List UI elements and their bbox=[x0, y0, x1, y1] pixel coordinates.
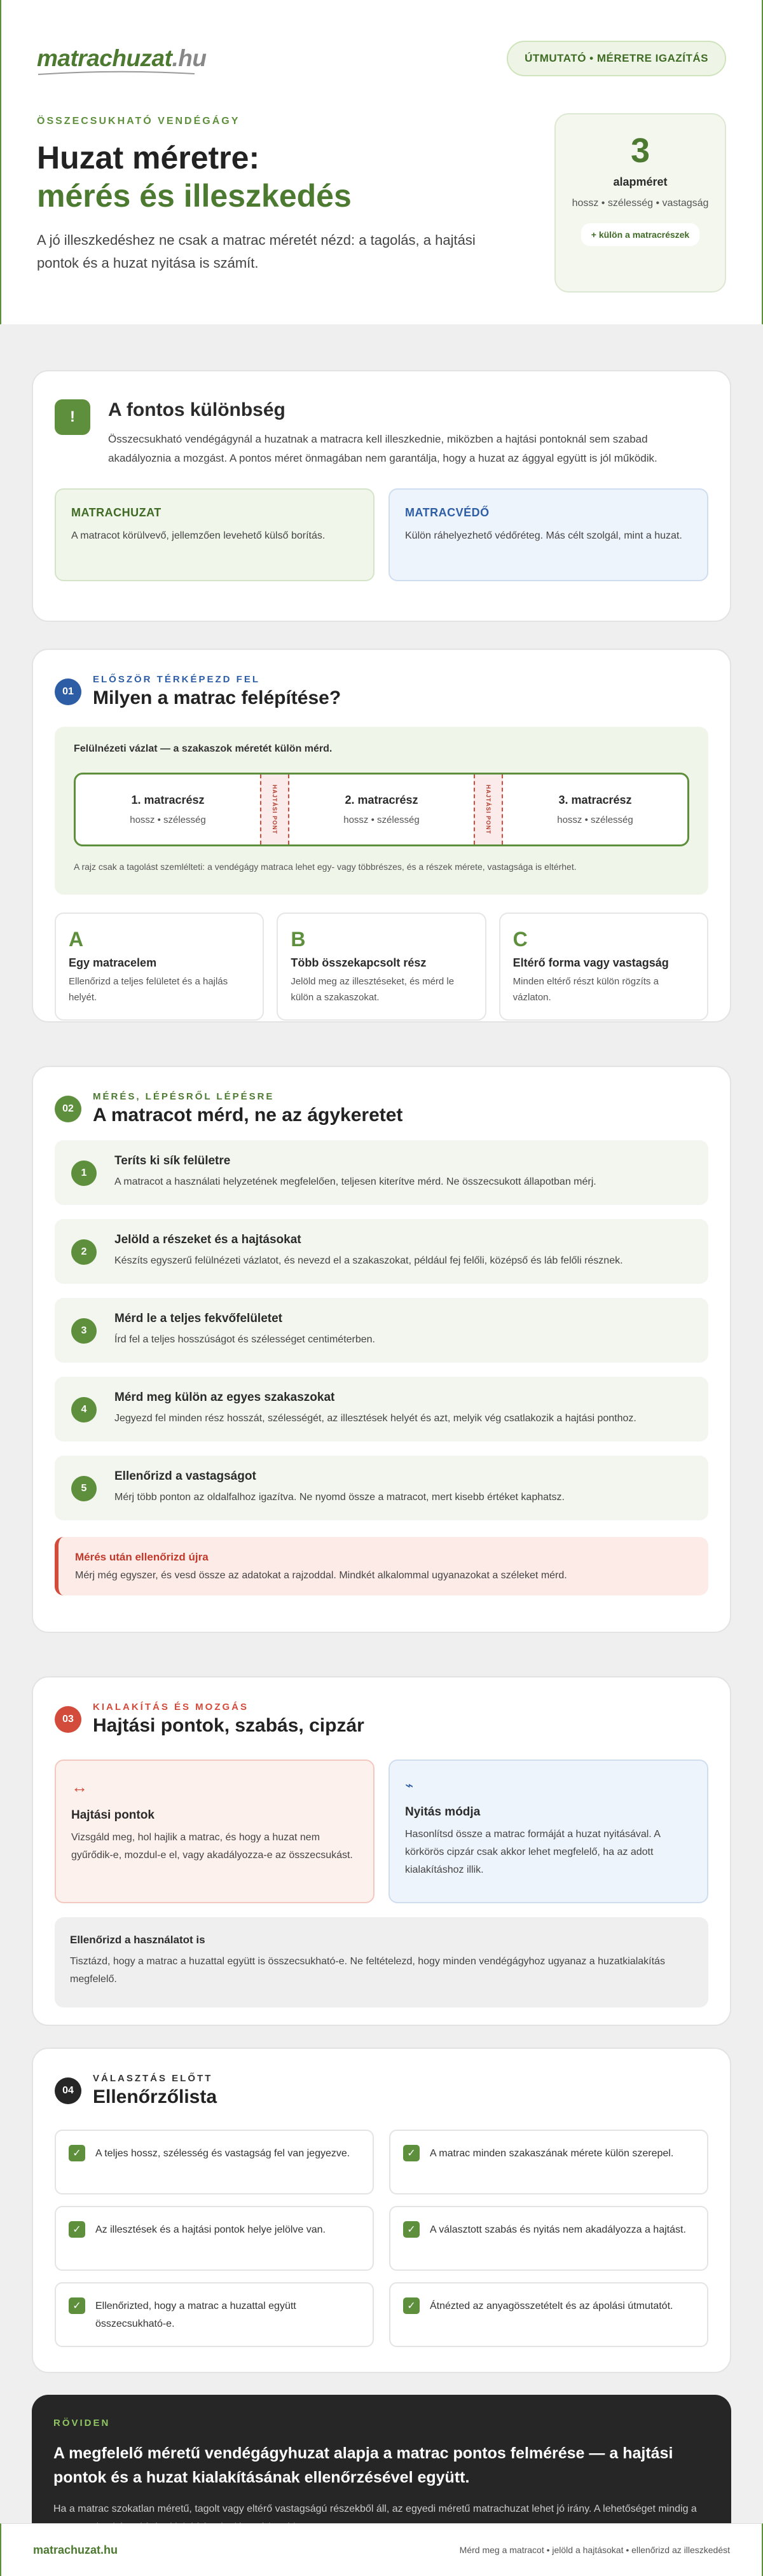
opening-title: Nyitás módja bbox=[405, 1805, 481, 1819]
definition-boxes bbox=[55, 488, 708, 581]
step-number: 5 bbox=[71, 1476, 97, 1501]
checklist-text: A teljes hossz, szélesség és vastagság fel van jegyezve. bbox=[95, 2148, 350, 2159]
step-number: 1 bbox=[71, 1161, 97, 1186]
step-number: 4 bbox=[71, 1397, 97, 1422]
card-text: Ellenőrizd a teljes felületet és a hajlás helyét. bbox=[69, 976, 228, 1003]
cover-text: A matracot körülvevő, jellemzően levehető külső borítás. bbox=[71, 530, 326, 541]
measure-section bbox=[32, 1066, 731, 1633]
structure-card bbox=[55, 913, 264, 1021]
card-text: Jelöld meg az illesztéseket, és mérd le külön a szakaszokat. bbox=[291, 976, 455, 1003]
hero-section bbox=[0, 0, 763, 324]
measure-header bbox=[55, 1091, 708, 1126]
mattress-outline bbox=[74, 773, 689, 846]
hero-lead: A jó illeszkedéshez ne csak a matrac méretét nézd: a tagolás, a hajtási pontok és a huzat nyitása is számít. bbox=[37, 232, 476, 271]
stat-tag: + külön a matracrészek bbox=[581, 223, 699, 246]
checklist-item[interactable] bbox=[55, 2130, 374, 2194]
diagram-title: Felülnézeti vázlat — a szakaszok méretét külön mérd. bbox=[74, 743, 333, 754]
recheck-alert bbox=[55, 1537, 708, 1595]
exclamation-icon: ! bbox=[55, 399, 90, 435]
checklist-section bbox=[32, 2048, 731, 2373]
measure-step bbox=[55, 1298, 708, 1363]
logo-tld: .hu bbox=[172, 45, 207, 71]
site-logo[interactable] bbox=[37, 45, 206, 72]
segment-label: 2. matracrész bbox=[345, 794, 418, 806]
usage-text: Tisztázd, hogy a matrac a huzattal együtt is összecsukható-e. Ne feltételezd, hogy minden vendégágyhoz ugyanaz a huzatkialakítás megfelelő. bbox=[70, 1956, 665, 1985]
footer bbox=[0, 2523, 763, 2576]
measure-step bbox=[55, 1219, 708, 1284]
measure-title: A matracot mérd, ne az ágykeretet bbox=[93, 1105, 403, 1126]
summary-text: Ha a matrac szokatlan méretű, tagolt vagy eltérő vastagságú részekből áll, az egyedi méretű matrachuzat lehet jó irány. A lehetőséget mindig a bbox=[53, 2504, 697, 2514]
step-number-badge: 01 bbox=[55, 678, 81, 705]
structure-title: Milyen a matrac felépítése? bbox=[93, 687, 341, 708]
stat-label: alapméret bbox=[613, 176, 668, 188]
mattress-segment bbox=[76, 775, 260, 844]
step-text: Készíts egyszerű felülnézeti vázlatot, és nevezd el a szakaszokat, például fej felőli, középső és láb felőli résznek. bbox=[114, 1255, 623, 1266]
importance-section bbox=[32, 370, 731, 622]
hinge-marker bbox=[260, 775, 289, 844]
checklist-text: Az illesztések és a hajtási pontok helye jelölve van. bbox=[95, 2224, 326, 2235]
step-title: Mérd le a teljes fekvőfelületet bbox=[114, 1312, 282, 1325]
checklist-text: A matrac minden szakaszának mérete külön szerepel. bbox=[430, 2148, 674, 2159]
checklist-text: Átnézted az anyagösszetételt és az ápolási útmutatót. bbox=[430, 2301, 673, 2311]
step-title: Teríts ki sík felületre bbox=[114, 1154, 231, 1167]
footer-logo-link[interactable]: matrachuzat.hu bbox=[33, 2543, 118, 2556]
fold-section bbox=[32, 1676, 731, 2026]
card-title: Eltérő forma vagy vastagság bbox=[512, 956, 669, 969]
step-text: Mérj több ponton az oldalfalhoz igazítva. Ne nyomd össze a matracot, mert kisebb értéket kaphatsz. bbox=[114, 1492, 565, 1503]
importance-head bbox=[55, 399, 708, 468]
segment-label: 1. matracrész bbox=[131, 794, 205, 806]
checklist-title: Ellenőrzőlista bbox=[93, 2086, 217, 2107]
measure-step bbox=[55, 1377, 708, 1442]
structure-card bbox=[499, 913, 708, 1021]
checklist-item[interactable] bbox=[389, 2282, 708, 2347]
diagram-note: A rajz csak a tagolást szemlélteti: a vendégágy matraca lehet egy- vagy többrészes, és a részek mérete, vastagsága is eltérhet. bbox=[74, 862, 577, 872]
hinge-points-title: Hajtási pontok bbox=[71, 1808, 155, 1822]
checklist-text: A választott szabás és nyitás nem akadályozza a hajtást. bbox=[430, 2224, 686, 2235]
step-text: Jegyezd fel minden rész hosszát, szélességét, az illesztések helyét és azt, melyik vég csatlakozik a hajtási ponthoz. bbox=[114, 1413, 636, 1424]
checklist-kicker: VÁLASZTÁS ELŐTT bbox=[93, 2073, 213, 2084]
step-number: 3 bbox=[71, 1318, 97, 1344]
checklist-grid bbox=[55, 2130, 708, 2347]
measure-kicker: MÉRÉS, LÉPÉSRŐL LÉPÉSRE bbox=[93, 1091, 275, 1102]
opening-text: Hasonlítsd össze a matrac formáját a huzat nyitásával. A körkörös cipzár csak akkor lehet megfelelő, ha az adott kialakításhoz illik. bbox=[405, 1829, 661, 1875]
hinge-label: HAJTÁSI PONT bbox=[272, 784, 278, 834]
card-text: Minden eltérő részt külön rögzíts a vázlaton. bbox=[512, 976, 659, 1003]
checklist-item[interactable] bbox=[55, 2206, 374, 2271]
structure-kicker: ELŐSZÖR TÉRKÉPEZD FEL bbox=[93, 674, 261, 685]
checkmark-icon: ✓ bbox=[403, 2145, 420, 2161]
hinge-label: HAJTÁSI PONT bbox=[485, 784, 491, 834]
footer-tagline: Mérd meg a matracot • jelöld a hajtásokat • ellenőrizd az illeszkedést bbox=[459, 2545, 730, 2555]
stat-card bbox=[554, 113, 726, 293]
checklist-header bbox=[55, 2073, 708, 2108]
hero-title-line2: mérés és illeszkedés bbox=[37, 178, 352, 214]
measure-step bbox=[55, 1456, 708, 1520]
step-text: Írd fel a teljes hosszúságot és szélességet centiméterben. bbox=[114, 1334, 375, 1345]
hinge-points-box bbox=[55, 1760, 375, 1903]
opening-box bbox=[388, 1760, 708, 1903]
fold-kicker: KIALAKÍTÁS ÉS MOZGÁS bbox=[93, 1702, 249, 1712]
segment-dims: hossz • szélesség bbox=[130, 815, 206, 825]
card-title: Egy matracelem bbox=[69, 956, 157, 969]
cover-title: MATRACHUZAT bbox=[71, 506, 162, 519]
structure-section bbox=[32, 649, 731, 1023]
importance-desc: Összecsukható vendégágynál a huzatnak a matracra kell illeszkednie, miközben a hajtási pontoknál sem szabad akadályoznia a mozgást. A pontos méret önmagában nem garantálja, hogy a huzat az ággyal együtt is jól működik. bbox=[108, 433, 657, 464]
fold-header bbox=[55, 1702, 708, 1737]
logo-swoosh-icon bbox=[37, 71, 196, 76]
summary-kicker: RÖVIDEN bbox=[53, 2418, 111, 2428]
checklist-item[interactable] bbox=[389, 2130, 708, 2194]
summary-title: A megfelelő méretű vendégágyhuzat alapja a matrac pontos felmérése — a hajtási pontok és a huzat kialakításának ellenőrzésével együtt. bbox=[53, 2444, 673, 2486]
measure-step bbox=[55, 1140, 708, 1205]
step-number: 2 bbox=[71, 1239, 97, 1265]
structure-cards bbox=[55, 913, 708, 1021]
structure-card bbox=[277, 913, 486, 1021]
usage-title: Ellenőrizd a használatot is bbox=[70, 1934, 205, 1946]
guide-badge[interactable]: ÚTMUTATÓ • MÉRETRE IGAZÍTÁS bbox=[507, 41, 726, 76]
step-title: Ellenőrizd a vastagságot bbox=[114, 1470, 256, 1483]
card-letter: A bbox=[69, 928, 84, 951]
checkmark-icon: ✓ bbox=[403, 2221, 420, 2238]
step-title: Jelöld a részeket és a hajtásokat bbox=[114, 1233, 301, 1246]
step-title: Mérd meg külön az egyes szakaszokat bbox=[114, 1391, 335, 1404]
checklist-item[interactable] bbox=[55, 2282, 374, 2347]
segment-dims: hossz • szélesség bbox=[343, 815, 420, 825]
stat-number: 3 bbox=[630, 132, 650, 170]
zipper-icon: ⌁ bbox=[405, 1777, 414, 1793]
step-number-badge: 02 bbox=[55, 1096, 81, 1122]
hero-eyebrow: ÖSSZECSUKHATÓ VENDÉGÁGY bbox=[37, 116, 240, 127]
cover-definition bbox=[55, 488, 375, 581]
step-number-badge: 03 bbox=[55, 1706, 81, 1733]
checklist-item[interactable] bbox=[389, 2206, 708, 2271]
mattress-segment bbox=[503, 775, 687, 844]
checkmark-icon: ✓ bbox=[403, 2297, 420, 2314]
double-arrow-icon: ↔ bbox=[71, 1777, 88, 1796]
protector-definition bbox=[388, 488, 708, 581]
mattress-diagram bbox=[55, 727, 708, 895]
fold-boxes bbox=[55, 1760, 708, 1903]
step-text: A matracot a használati helyzetének megfelelően, teljesen kiterítve mérd. Ne összecsukott állapotban mérj. bbox=[114, 1176, 596, 1187]
segment-label: 3. matracrész bbox=[558, 794, 632, 806]
protector-text: Külön ráhelyezhető védőréteg. Más célt szolgál, mint a huzat. bbox=[405, 530, 682, 541]
fold-title: Hajtási pontok, szabás, cipzár bbox=[93, 1715, 364, 1736]
card-letter: B bbox=[291, 928, 306, 951]
alert-text: Mérj még egyszer, és vesd össze az adatokat a rajzoddal. Mindkét alkalommal ugyanazokat a széleket mérd. bbox=[75, 1570, 567, 1581]
hinge-marker bbox=[474, 775, 503, 844]
card-title: Több összekapcsolt rész bbox=[291, 956, 427, 969]
hinge-points-text: Vizsgáld meg, hol hajlik a matrac, és hogy a huzat nem gyűrődik-e, mozdul-e el, vagy akadályozza-e az összecsukást. bbox=[71, 1832, 353, 1861]
importance-title: A fontos különbség bbox=[108, 399, 285, 420]
checkmark-icon: ✓ bbox=[69, 2297, 85, 2314]
step-number-badge: 04 bbox=[55, 2077, 81, 2104]
structure-header bbox=[55, 674, 708, 709]
top-bar bbox=[37, 0, 726, 76]
hero-title-line1: Huzat méretre: bbox=[37, 140, 260, 176]
checkmark-icon: ✓ bbox=[69, 2221, 85, 2238]
alert-title: Mérés után ellenőrizd újra bbox=[75, 1551, 209, 1563]
checklist-text: Ellenőrizted, hogy a matrac a huzattal együtt összecsukható-e. bbox=[95, 2301, 296, 2329]
segment-dims: hossz • szélesség bbox=[557, 815, 633, 825]
checkmark-icon: ✓ bbox=[69, 2145, 85, 2161]
mattress-segment bbox=[289, 775, 474, 844]
protector-title: MATRACVÉDŐ bbox=[405, 506, 490, 519]
logo-main: matrachuzat bbox=[37, 45, 172, 71]
card-letter: C bbox=[512, 928, 528, 951]
stat-sub: hossz • szélesség • vastagság bbox=[572, 198, 709, 209]
usage-note bbox=[55, 1917, 708, 2008]
